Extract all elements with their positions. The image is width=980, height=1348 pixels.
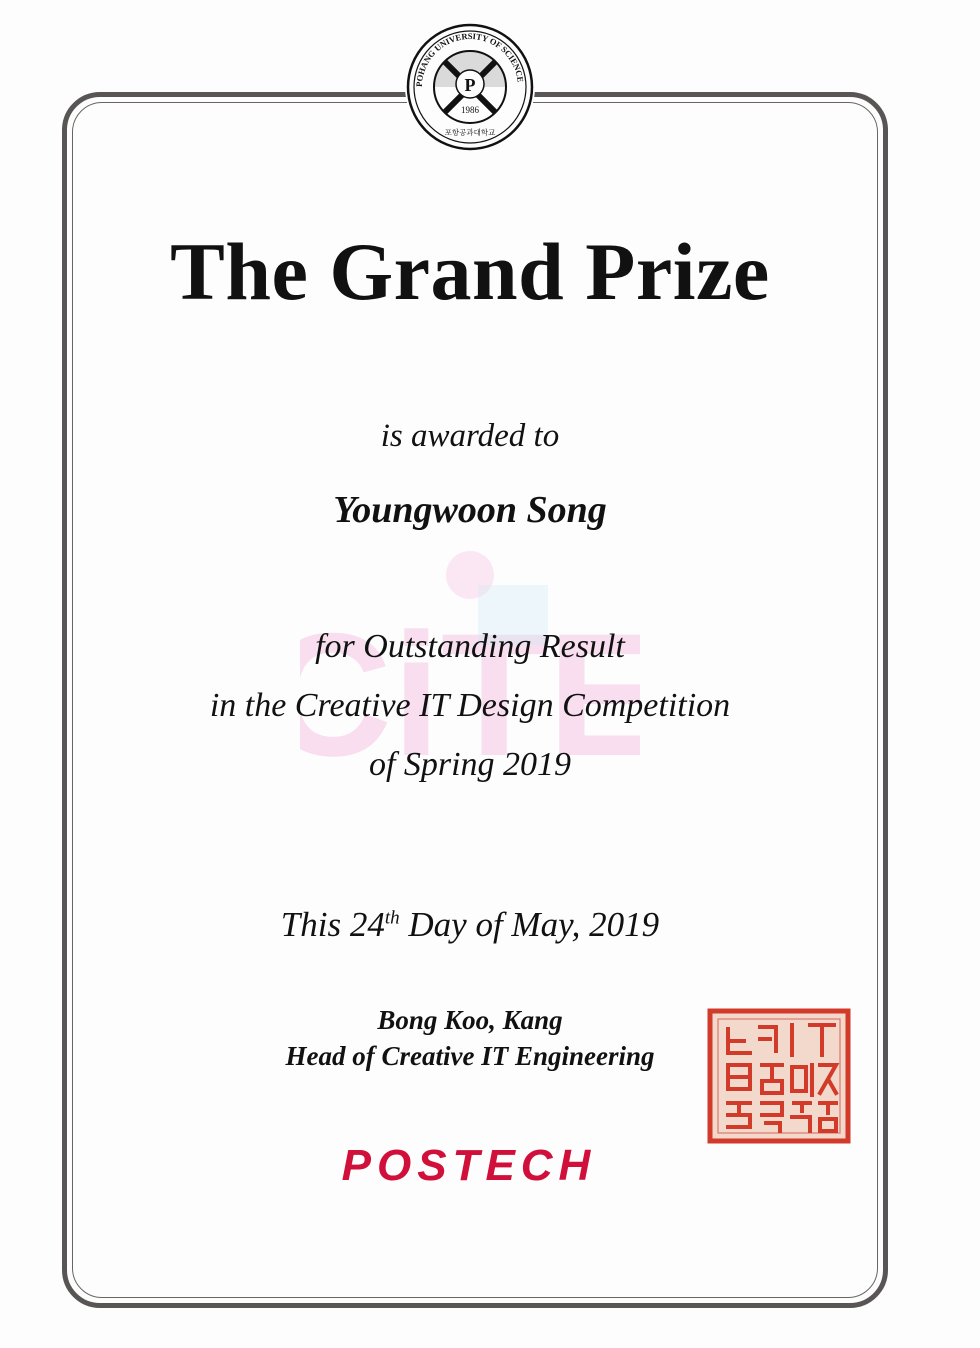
seal-ring-text: POHANG UNIVERSITY OF SCIENCE	[413, 30, 526, 88]
reason-line: of Spring 2019	[368, 746, 572, 783]
watermark-text: CiTE	[300, 598, 640, 775]
award-date	[0, 905, 940, 945]
signer-title: Head of Creative IT Engineering	[285, 1041, 655, 1071]
date-rest: Day of May, 2019	[399, 905, 660, 944]
reason-line: in the Creative IT Design Competition	[209, 687, 731, 724]
award-reason	[0, 617, 940, 794]
signer-name: Bong Koo, Kang	[377, 1005, 563, 1035]
university-seal	[405, 22, 535, 152]
date-prefix: This 24	[280, 905, 385, 944]
date-ordinal: th	[384, 907, 400, 929]
seal-year: 1986	[461, 105, 479, 115]
awarded-to-text: is awarded to	[380, 418, 560, 454]
recipient-name: Youngwoon Song	[333, 489, 607, 531]
official-stamp	[706, 1007, 852, 1145]
svg-text:P: P	[464, 75, 476, 95]
postech-logo	[308, 1142, 630, 1186]
reason-line: for Outstanding Result	[315, 628, 625, 665]
certificate-title: The Grand Prize	[170, 226, 770, 317]
seal-korean-name: 포항공과대학교	[444, 128, 496, 137]
logo-text: POSTECH	[341, 1142, 597, 1186]
